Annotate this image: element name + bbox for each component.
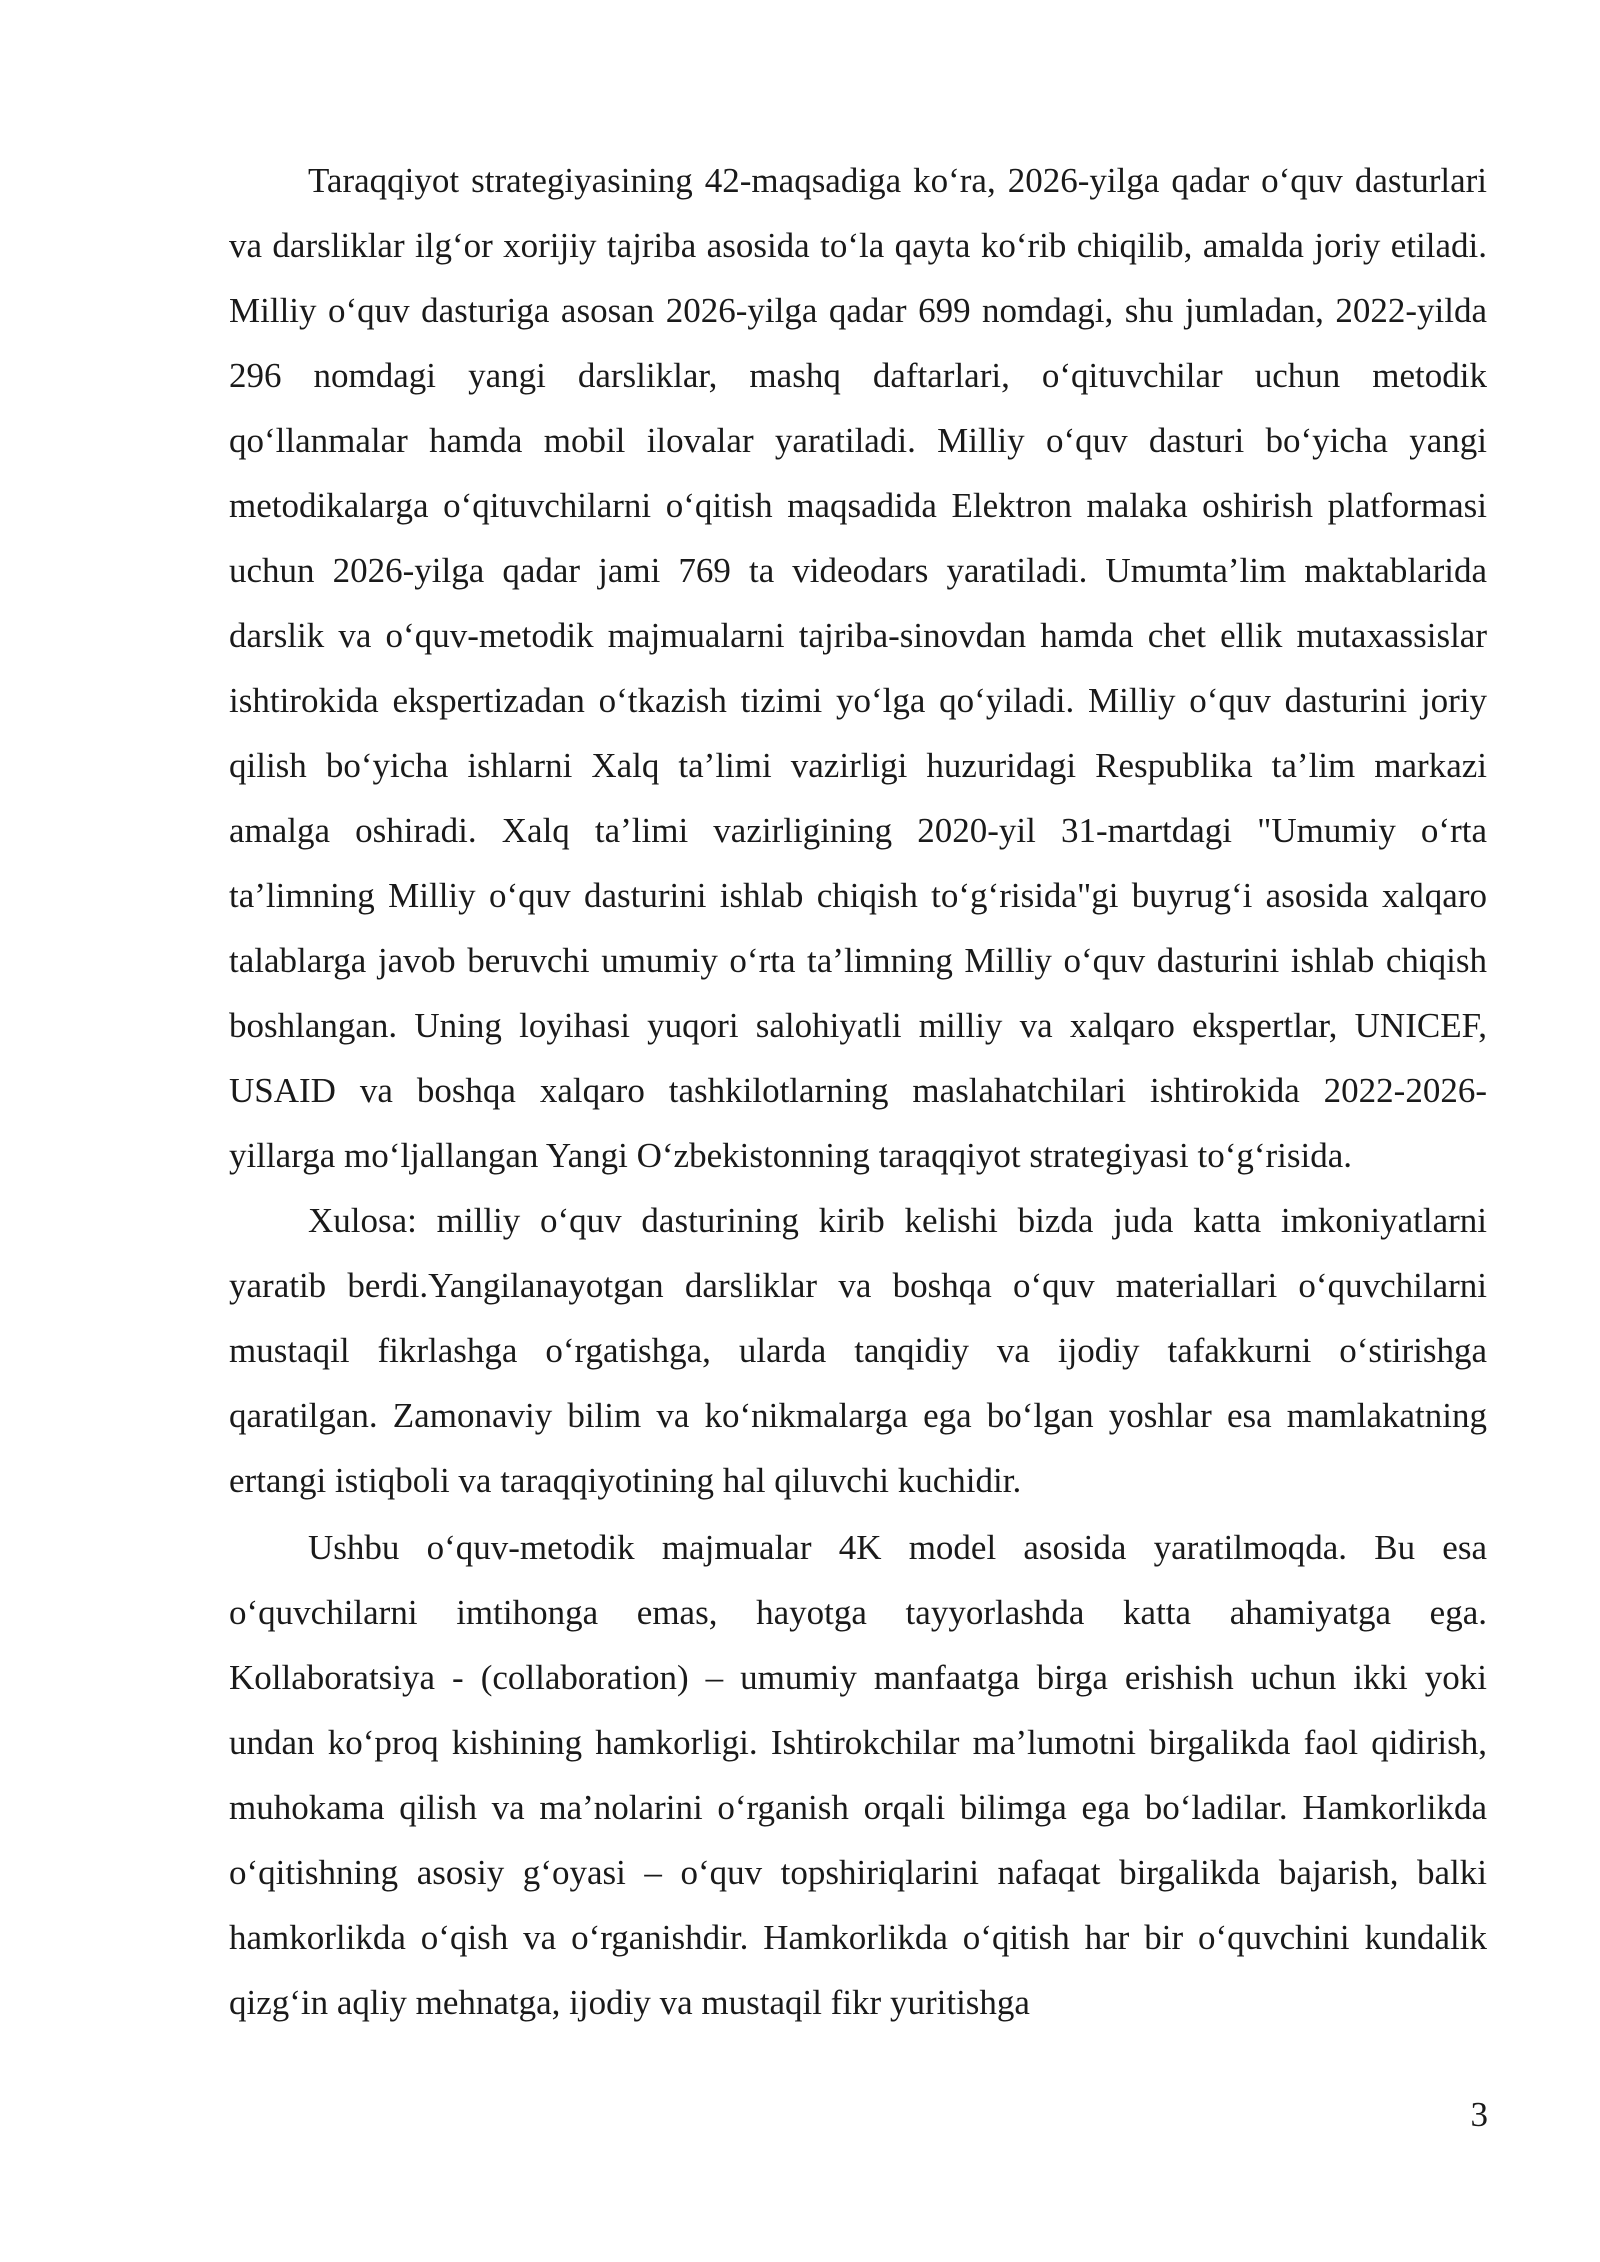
paragraph-strategy: Taraqqiyot strategiyasining 42-maqsadiga ko‘ra, 2026-yilga qadar o‘quv dasturlari va darsliklar ilg‘or xorijiy tajriba asosida to‘la qayta ko‘rib chiqilib, amalda joriy etiladi. Milliy o‘quv dasturiga asosan 2026-yilga qadar 699 nomdagi, shu jumladan, 2022-yilda 296 nomdagi yangi darsliklar, mashq daftarlari, o‘qituvchilar uchun metodik qo‘llanmalar hamda mobil ilovalar yaratiladi. Milliy o‘quv dasturi bo‘yicha yangi metodikalarga o‘qituvchilarni o‘qitish maqsadida Elektron malaka oshirish platformasi uchun 2026-yilga qadar jami 769 ta videodars yaratiladi. Umumta’lim maktablarida darslik va o‘quv-metodik majmualarni tajriba-sinovdan hamda chet ellik mutaxassislar ishtirokida ekspertizadan o‘tkazish tizimi yo‘lga qo‘yiladi. Milliy o‘quv dasturini joriy qilish bo‘yicha ishlarni Xalq ta’limi vazirligi huzuridagi Respublika ta’lim markazi amalga oshiradi. Xalq ta’limi vazirligining 2020-yil 31-martdagi "Umumiy o‘rta ta’limning Milliy o‘quv dasturini ishlab chiqish to‘g‘risida"gi buyrug‘i asosida xalqaro talablarga javob beruvchi umumiy o‘rta ta’limning Milliy o‘quv dasturini ishlab chiqish boshlangan. Uning loyihasi yuqori salohiyatli milliy va xalqaro ekspertlar, UNICEF, USAID va boshqa xalqaro tashkilotlarning maslahatchilari ishtirokida 2022-2026-yillarga mo‘ljallangan Yangi O‘zbekistonning taraqqiyot strategiyasi to‘g‘risida. bbox=[229, 161, 1487, 1175]
paragraph-4k-model: Ushbu o‘quv-metodik majmualar 4K model asosida yaratilmoqda. Bu esa o‘quvchilarni imtihonga emas, hayotga tayyorlashda katta ahamiyatga ega. Kollaboratsiya - (collaboration) – umumiy manfaatga birga erishish uchun ikki yoki undan ko‘proq kishining hamkorligi. Ishtirokchilar ma’lumotni birgalikda faol qidirish, muhokama qilish va ma’nolarini o‘rganish orqali bilimga ega bo‘ladilar. Hamkorlikda o‘qitishning asosiy g‘oyasi – o‘quv topshiriqlarini nafaqat birgalikda bajarish, balki hamkorlikda o‘qish va o‘rganishdir. Hamkorlikda o‘qitish har bir o‘quvchini kundalik qizg‘in aqliy mehnatga, ijodiy va mustaqil fikr yuritishga bbox=[229, 1528, 1487, 2022]
page-number: 3 bbox=[1470, 2095, 1488, 2134]
body-text bbox=[229, 148, 1487, 2035]
paragraph-conclusion: Xulosa: milliy o‘quv dasturining kirib kelishi bizda juda katta imkoniyatlarni yaratib berdi.Yangilanayotgan darsliklar va boshqa o‘quv materiallari o‘quvchilarni mustaqil fikrlashga o‘rgatishga, ularda tanqidiy va ijodiy tafakkurni o‘stirishga qaratilgan. Zamonaviy bilim va ko‘nikmalarga ega bo‘lgan yoshlar esa mamlakatning ertangi istiqboli va taraqqiyotining hal qiluvchi kuchidir. bbox=[229, 1201, 1487, 1500]
